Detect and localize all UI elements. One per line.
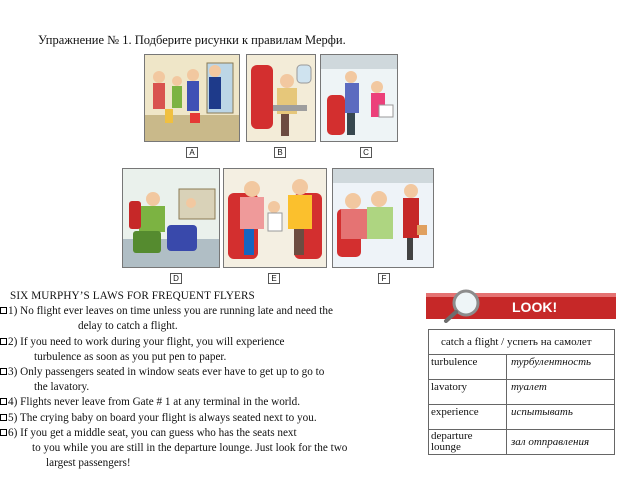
law-item-6 — [0, 426, 420, 472]
vocabulary-table — [428, 329, 615, 455]
table-row — [429, 405, 615, 430]
picture-e — [223, 168, 327, 268]
look-banner-graphic — [426, 287, 616, 323]
law-line: to you while you are still in the departure lounge. Just look for the two — [32, 442, 348, 455]
law-line: the lavatory. — [34, 381, 90, 394]
bullet-box-icon — [0, 338, 7, 345]
vocab-ru: туалет — [507, 380, 615, 405]
law-item-4 — [0, 395, 420, 410]
bullet-box-icon — [0, 307, 7, 314]
picture-label-d: D — [170, 273, 182, 284]
vocab-ru: зал отправления — [507, 430, 615, 455]
vocab-en: departure lounge — [429, 430, 507, 455]
law-line: 4) Flights never leave from Gate # 1 at any terminal in the world. — [8, 396, 301, 409]
bullet-box-icon — [0, 398, 7, 405]
picture-d — [122, 168, 220, 268]
picture-a-illustration — [145, 55, 239, 141]
exercise-title: Упражнение № 1. Подберите рисунки к правилам Мерфи. — [38, 33, 346, 47]
look-banner-text: LOOK! — [512, 299, 558, 315]
law-line: 5) The crying baby on board your flight is always seated next to you. — [8, 411, 317, 424]
bullet-box-icon — [0, 429, 7, 436]
law-item-2 — [0, 335, 420, 365]
picture-label-a: A — [186, 147, 198, 158]
law-line: turbulence as soon as you put pen to paper. — [34, 350, 227, 363]
bullet-box-icon — [0, 414, 7, 421]
picture-label-c: C — [360, 147, 372, 158]
law-line: 6) If you get a middle seat, you can guess who has the seats next — [8, 426, 297, 439]
table-row — [429, 380, 615, 405]
vocab-ru: испытывать — [507, 405, 615, 430]
look-banner — [426, 287, 616, 323]
law-item-1 — [0, 304, 420, 334]
vocab-en: lavatory — [429, 380, 507, 405]
picture-label-b: B — [274, 147, 286, 158]
law-line: largest passengers! — [46, 457, 131, 470]
vocab-en: turbulence — [429, 355, 507, 380]
law-line: delay to catch a flight. — [78, 320, 178, 333]
murphy-laws — [0, 289, 420, 471]
vocab-ru: турбулентность — [507, 355, 615, 380]
picture-d-illustration — [123, 169, 219, 267]
picture-b-illustration — [247, 55, 315, 141]
picture-label-f: F — [378, 273, 390, 284]
table-row — [429, 430, 615, 455]
table-row — [429, 330, 615, 355]
vocab-header: catch a flight / успеть на самолет — [429, 330, 615, 355]
law-item-3 — [0, 365, 420, 395]
law-line: 2) If you need to work during your flight, you will experience — [8, 335, 285, 348]
law-item-5 — [0, 411, 420, 426]
picture-f — [332, 168, 434, 268]
law-line: 1) No flight ever leaves on time unless you are running late and need the — [8, 305, 333, 318]
picture-e-illustration — [224, 169, 326, 267]
picture-c-illustration — [321, 55, 397, 141]
picture-a — [144, 54, 240, 142]
picture-c — [320, 54, 398, 142]
picture-f-illustration — [333, 169, 433, 267]
bullet-box-icon — [0, 368, 7, 375]
picture-b — [246, 54, 316, 142]
laws-heading: SIX MURPHY’S LAWS FOR FREQUENT FLYERS — [10, 290, 255, 302]
law-line: 3) Only passengers seated in window seats ever have to get up to go to — [8, 366, 325, 379]
picture-label-e: E — [268, 273, 280, 284]
table-row — [429, 355, 615, 380]
vocab-en: experience — [429, 405, 507, 430]
